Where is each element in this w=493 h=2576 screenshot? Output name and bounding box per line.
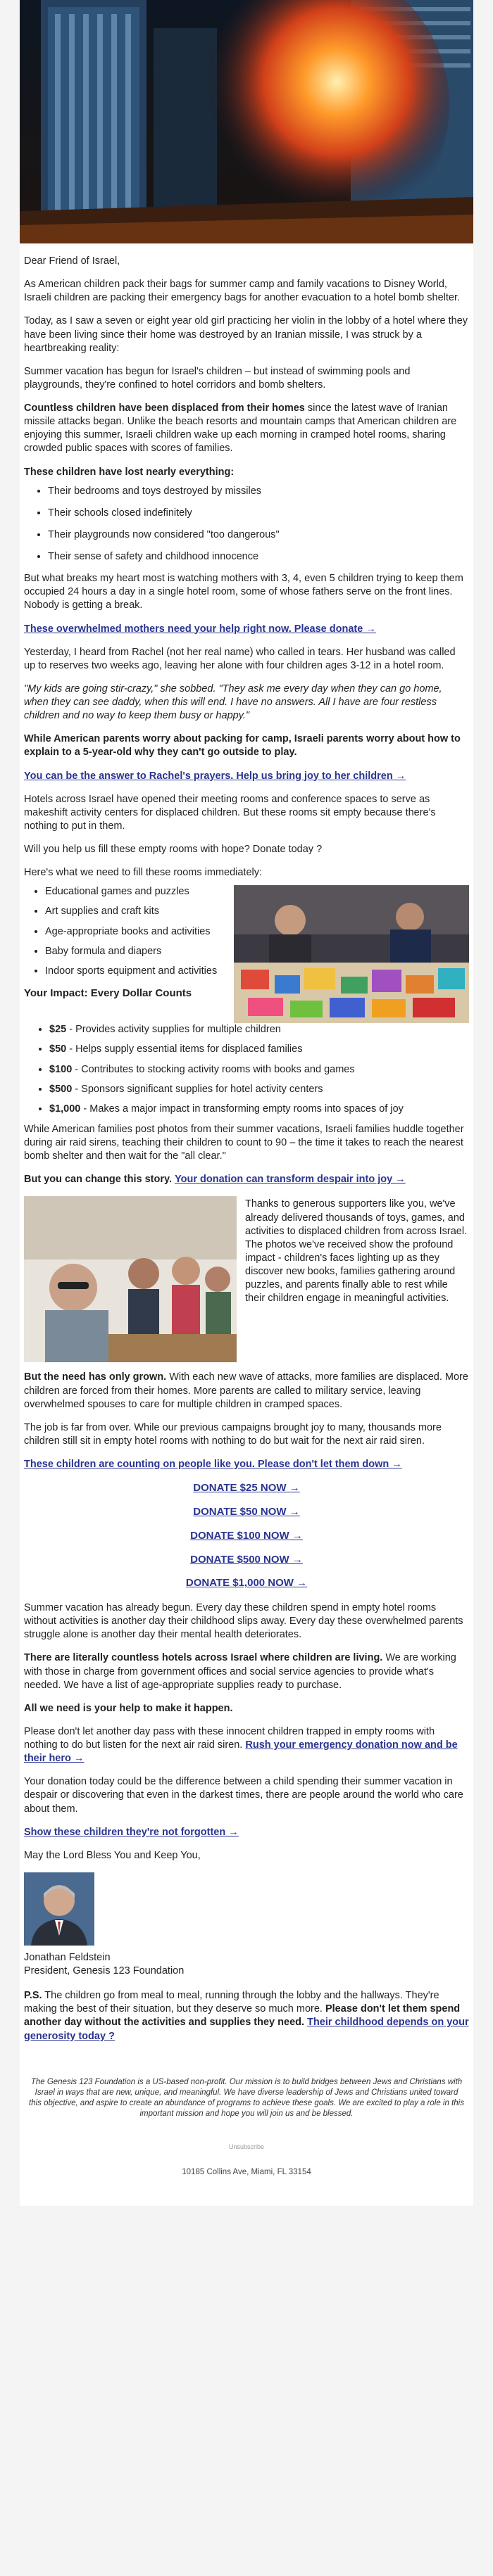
paragraph: Summer vacation has already begun. Every day these children spend in empty hotel rooms without activities is another day their childhood slips away. Every day these overwhelmed parents struggle alone is another day their mental health deteriorates. — [24, 1602, 463, 1641]
donate-link-rush[interactable]: Rush your emergency donation now and be their hero → — [24, 1739, 458, 1765]
needs-list — [24, 885, 225, 978]
signature-name: Jonathan Feldstein — [24, 1951, 111, 1963]
impact-amount: $1,000 — [49, 1103, 81, 1115]
paragraph: Summer vacation has begun for Israel's children – but instead of swimming pools and playgrounds, they're confined to hotel corridors and bomb shelters. — [24, 365, 411, 391]
donate-link-counting[interactable]: These children are counting on people like you. Please don't let them down → — [24, 1459, 402, 1470]
supplies-photo-illustration — [234, 885, 469, 1023]
needs-section — [24, 885, 469, 1023]
ps-label: P.S. — [24, 1990, 42, 2002]
impact-text: - Provides activity supplies for multiple children — [66, 1024, 281, 1036]
list-item: • Baby formula and diapers — [45, 945, 225, 958]
bold-paragraph: While American parents worry about packing for camp, Israeli parents worry about how to explain to a 5-year-old why they can't go outside to play. — [24, 733, 461, 759]
impact-heading: Your Impact: Every Dollar Counts — [24, 986, 192, 999]
hero-explosion-illustration — [20, 0, 473, 243]
list-item: • Educational games and puzzles — [45, 885, 225, 899]
paragraph: The job is far from over. While our previous campaigns brought joy to many, thousands more children still sit in empty hotel rooms with nothing to do but wait for the next air raid siren. — [24, 1421, 442, 1447]
impact-amount: $25 — [49, 1024, 67, 1036]
bold-text: But you can change this story. — [24, 1174, 173, 1186]
impact-text: - Makes a major impact in transforming empty rooms into spaces of joy — [80, 1103, 404, 1115]
section-heading: These children have lost nearly everything: — [24, 466, 235, 478]
supplies-photo — [234, 885, 469, 1023]
donate-1000-button[interactable]: DONATE $1,000 NOW → — [185, 1577, 308, 1590]
impact-item — [49, 1083, 469, 1096]
list-item: • Indoor sports equipment and activities — [45, 965, 225, 978]
donate-100-button[interactable]: DONATE $100 NOW → — [190, 1529, 303, 1542]
paragraph — [24, 1725, 469, 1765]
impact-item — [49, 1103, 469, 1116]
postscript — [24, 1989, 469, 2043]
hero-image — [20, 0, 473, 243]
impact-text: - Contributes to stocking activity rooms with books and games — [72, 1063, 355, 1075]
paragraph: As American children pack their bags for summer camp and family vacations to Disney World, Israeli children are packing their emergency bags for another evacuation to a hotel bomb shelter. — [24, 279, 461, 304]
impact-item — [49, 1023, 469, 1036]
family-photo-illustration — [24, 1196, 237, 1362]
bold-text: Countless children have been displaced from their homes — [24, 402, 305, 414]
donate-amount-list — [24, 1481, 469, 1590]
paragraph — [24, 1371, 469, 1411]
impact-text: - Sponsors significant supplies for hotel activity centers — [72, 1083, 323, 1095]
footer-text: The Genesis 123 Foundation is a US-based non-profit. Our mission is to build bridges between Jews and Christians with Israel in ways that are new, unique, and meaningful. We have diverse leadership of Jews and Christians united toward this objective, and aspire to create an abundance of programs to achieve these goals. We are excited to play a role in this important mission and hope you will join us and be blessed. — [29, 2077, 464, 2119]
paragraph: Today, as I saw a seven or eight year old girl practicing her violin in the lobby of a hotel where they have been living since their home was destroyed by an Iranian missile, I was struck by a heartbreaking reality: — [24, 315, 468, 354]
greeting: Dear Friend of Israel, — [24, 255, 120, 267]
quote: "My kids are going stir-crazy," she sobbed. "They ask me every day when they can go home, when they can see daddy, when this will end. I have no answers. All I have are four restless children and no way to keep them busy or happy." — [24, 683, 442, 722]
text: We are working with those in charge from government offices and social service agencies to provide what's needed. We have a list of age-appropriate supplies ready to purchase. — [24, 1652, 456, 1691]
donate-50-button[interactable]: DONATE $50 NOW → — [193, 1505, 300, 1518]
impact-amount: $100 — [49, 1063, 73, 1075]
paragraph: Hotels across Israel have opened their meeting rooms and conference spaces to serve as makeshift activity centers for displaced children. But these rooms sit empty because there's nothing to put in them. — [24, 793, 436, 832]
paragraph — [24, 1651, 469, 1692]
list-item: • Their schools closed indefinitely — [48, 507, 469, 520]
donate-link-transform[interactable]: Your donation can transform despair into joy → — [175, 1174, 406, 1186]
ps-text: The children go from meal to meal, running through the lobby and the hallways. They're making the best of their situation, but they deserve so much more. — [24, 1990, 439, 2015]
bold-text: There are literally countless hotels across Israel where children are living. — [24, 1652, 383, 1664]
donate-25-button[interactable]: DONATE $25 NOW → — [193, 1482, 300, 1495]
paragraph: Yesterday, I heard from Rachel (not her real name) who called in tears. Her husband was called up to reserves two weeks ago, leaving her alone with four children ages 3-12 in a hotel room. — [24, 646, 456, 671]
impact-text: - Helps supply essential items for displaced families — [66, 1043, 303, 1055]
lost-list — [24, 485, 469, 564]
impact-amount: $50 — [49, 1043, 67, 1055]
text: since the latest wave of Iranian missile attacks began. Unlike the beach resorts and mountain camps that American children are enjoying this summer, Israeli children wake up each morning in cramped hotel rooms, sharing crowded public spaces with scores of families. — [24, 402, 457, 455]
family-photo — [24, 1196, 237, 1362]
donate-link-childhood[interactable]: Their childhood depends on your generosity today ? — [24, 2017, 469, 2042]
text: With each new wave of attacks, more families are displaced. More children are forced from their homes. More parents are called to military service, leaving overwhelmed spouses to care for multiple children in cramped spaces. — [24, 1371, 468, 1410]
paragraph — [24, 402, 469, 456]
unsubscribe-link[interactable]: Unsubscribe — [228, 2143, 265, 2151]
paragraph: But what breaks my heart most is watching mothers with 3, 4, even 5 children trying to keep them occupied 24 hours a day in a single hotel room, some of whose fathers serve on the front lines. Nobody is getting a break. — [24, 573, 463, 611]
paragraph: Thanks to generous supporters like you, we've already delivered thousands of toys, games, and activities to displaced children from across Israel. The photos we've received show the profound impact - children's faces lighting up as they discover new books, families gathering around puzzles, and parents finally able to rest while their children engage in meaningful activities. — [245, 1198, 468, 1305]
list-item: • Age-appropriate books and activities — [45, 925, 225, 939]
text: Please don't let another day pass with these innocent children trapped in empty rooms with nothing to do but listen for the next air raid siren. — [24, 1725, 435, 1751]
signature-photo — [24, 1872, 94, 1946]
bold-text: But the need has only grown. — [24, 1371, 167, 1383]
donate-link-rachel[interactable]: You can be the answer to Rachel's prayers. Help us bring joy to her children → — [24, 770, 406, 782]
paragraph: Will you help us fill these empty rooms with hope? Donate today ? — [24, 844, 323, 855]
signature-title: President, Genesis 123 Foundation — [24, 1965, 185, 1977]
list-item: • Their sense of safety and childhood innocence — [48, 550, 469, 564]
list-item: • Their bedrooms and toys destroyed by missiles — [48, 485, 469, 498]
ps-bold: Please don't let them spend another day without the activities and supplies they need. — [24, 2003, 461, 2029]
donate-500-button[interactable]: DONATE $500 NOW → — [190, 1553, 303, 1566]
paragraph — [24, 1173, 469, 1186]
impact-item — [49, 1063, 469, 1077]
impact-amount: $500 — [49, 1083, 73, 1095]
email-body — [20, 0, 473, 2206]
list-item: • Art supplies and craft kits — [45, 905, 225, 918]
donate-link-mothers[interactable]: These overwhelmed mothers need your help right now. Please donate → — [24, 623, 376, 635]
paragraph: Your donation today could be the difference between a child spending their summer vacation in despair or discovering that even in the darkest times, there are people around the world who care about them. — [24, 1776, 463, 1815]
impact-item — [49, 1043, 469, 1056]
gratitude-section — [24, 1196, 469, 1362]
paragraph: Here's what we need to fill these rooms immediately: — [24, 867, 263, 879]
portrait-illustration — [24, 1872, 94, 1946]
paragraph: While American families post photos from their summer vacations, Israeli families huddle together during air raid sirens, teaching their children to count to 90 – the time it takes to reach the nearest bomb shelter and then wait for the "all clear." — [24, 1123, 464, 1162]
closing: May the Lord Bless You and Keep You, — [24, 1849, 201, 1861]
donate-link-not-forgotten[interactable]: Show these children they're not forgotten → — [24, 1826, 239, 1838]
bold-paragraph: All we need is your help to make it happen. — [24, 1702, 233, 1714]
address: 10185 Collins Ave, Miami, FL 33154 — [182, 2168, 311, 2177]
list-item: • Their playgrounds now considered "too dangerous" — [48, 528, 469, 542]
impact-list — [24, 1023, 469, 1116]
